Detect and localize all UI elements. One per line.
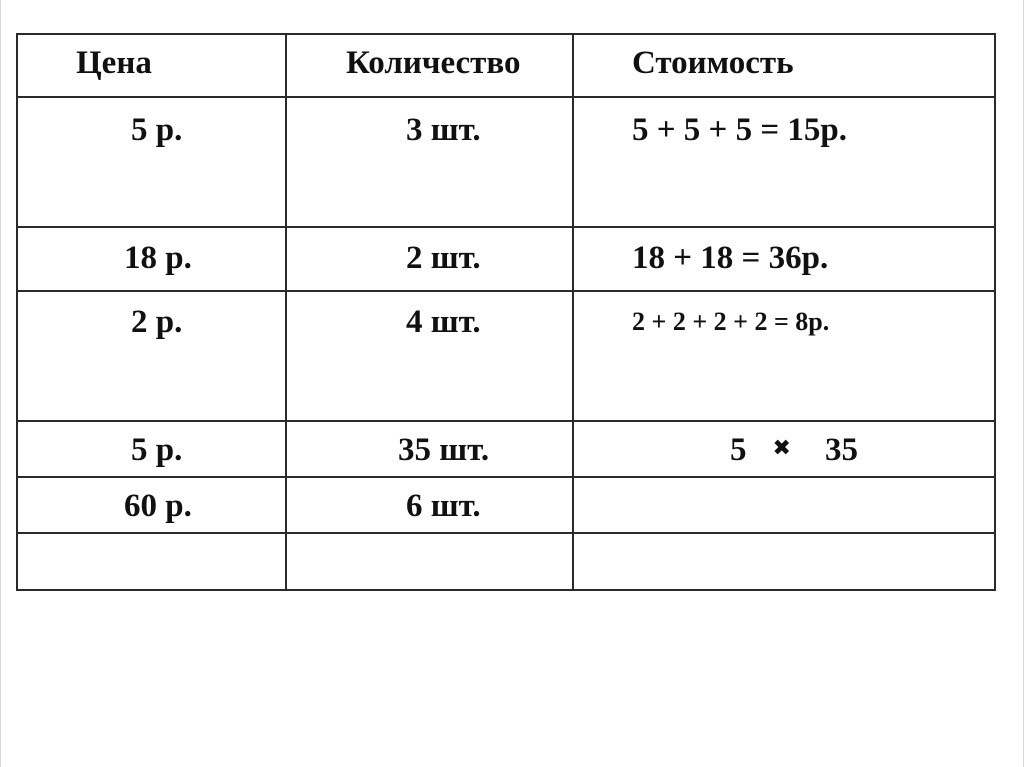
header-price-label: Цена bbox=[76, 45, 152, 81]
cost-value bbox=[574, 478, 994, 490]
price-value: 18 р. bbox=[124, 240, 192, 276]
price-cell bbox=[17, 421, 286, 477]
table-row bbox=[17, 533, 995, 590]
cost-cell bbox=[573, 97, 995, 227]
price-value: 60 р. bbox=[124, 488, 192, 524]
header-cell-quantity bbox=[286, 34, 573, 97]
cost-cell bbox=[573, 227, 995, 291]
quantity-cell bbox=[286, 97, 573, 227]
cost-cell bbox=[573, 477, 995, 533]
table-row bbox=[17, 477, 995, 533]
price-cell bbox=[17, 477, 286, 533]
cost-value: 2 + 2 + 2 + 2 = 8р. bbox=[632, 307, 830, 336]
price-cell bbox=[17, 533, 286, 590]
quantity-cell bbox=[286, 477, 573, 533]
table-header-row bbox=[17, 34, 995, 97]
multiplier: 35 bbox=[824, 432, 858, 468]
price-cell bbox=[17, 227, 286, 291]
multiplicand: 5 bbox=[730, 432, 747, 468]
table-row bbox=[17, 227, 995, 291]
price-value: 5 р. bbox=[131, 432, 183, 468]
price-value: 2 р. bbox=[131, 304, 183, 340]
quantity-value: 3 шт. bbox=[406, 112, 481, 148]
quantity-value: 6 шт. bbox=[406, 488, 481, 524]
cost-value: 18 + 18 = 36р. bbox=[632, 240, 829, 276]
quantity-cell bbox=[286, 227, 573, 291]
price-cell bbox=[17, 291, 286, 421]
cost-cell bbox=[573, 291, 995, 421]
quantity-value: 4 шт. bbox=[406, 304, 481, 340]
cost-value: 5 + 5 + 5 = 15р. bbox=[632, 112, 848, 148]
cost-cell bbox=[573, 533, 995, 590]
header-cell-price bbox=[17, 34, 286, 97]
price-quantity-cost-table bbox=[16, 33, 996, 591]
quantity-cell bbox=[286, 291, 573, 421]
header-quantity-label: Количество bbox=[346, 45, 521, 81]
quantity-value: 2 шт. bbox=[406, 240, 481, 276]
multiply-icon: ✖ bbox=[772, 435, 791, 461]
table-row bbox=[17, 291, 995, 421]
table-row bbox=[17, 97, 995, 227]
quantity-cell bbox=[286, 421, 573, 477]
multiplication-expression bbox=[574, 422, 994, 467]
quantity-cell bbox=[286, 533, 573, 590]
header-cell-cost bbox=[573, 34, 995, 97]
price-cell bbox=[17, 97, 286, 227]
table-row bbox=[17, 421, 995, 477]
cost-cell bbox=[573, 421, 995, 477]
price-value: 5 р. bbox=[131, 112, 183, 148]
header-cost-label: Стоимость bbox=[632, 45, 794, 81]
quantity-value: 35 шт. bbox=[398, 432, 490, 468]
